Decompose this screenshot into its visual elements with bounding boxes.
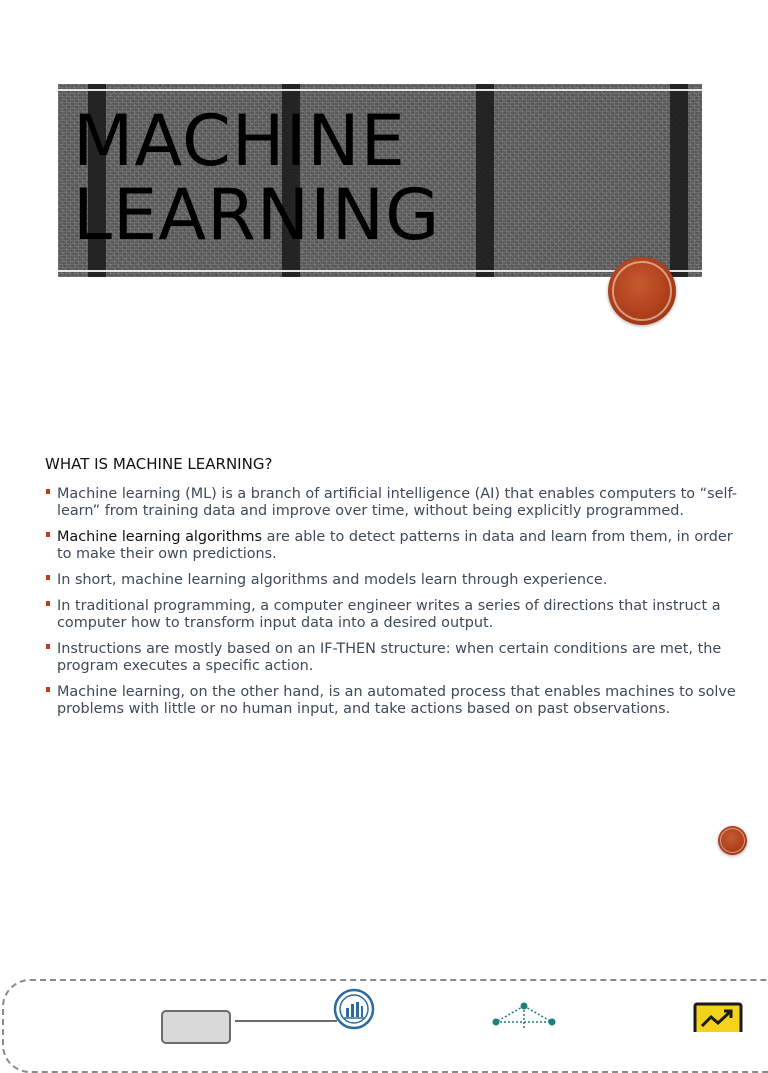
bullet-item xyxy=(45,572,745,589)
trend-up-icon xyxy=(693,1002,745,1032)
bullet-text: Instructions are mostly based on an IF-THEN structure: when certain conditions are met, the program executes a specific action. xyxy=(57,641,722,674)
bullet-text: Machine learning (ML) is a branch of artificial intelligence (AI) that enables computers to “self-learn” from training data and improve over time, without being explicitly programmed. xyxy=(57,486,737,519)
decorative-orb-icon xyxy=(608,257,676,325)
slide-title-line1: MACHINE xyxy=(73,100,406,182)
decorative-orb-small-icon xyxy=(718,826,747,855)
network-icon xyxy=(488,1000,560,1030)
bullet-text: In traditional programming, a computer engineer writes a series of directions that instruct a computer how to transform input data into a desired output. xyxy=(57,598,721,631)
bullet-marker-icon xyxy=(46,687,50,692)
bullet-marker-icon xyxy=(46,489,50,494)
diagram-frame xyxy=(2,979,768,1073)
bullet-item xyxy=(45,486,745,520)
bullet-marker-icon xyxy=(46,575,50,580)
bullet-list xyxy=(45,486,745,727)
slide-title-line2: LEARNING xyxy=(73,174,441,256)
slide-title xyxy=(73,100,441,256)
bullet-highlight: Machine learning algorithms xyxy=(57,529,263,545)
bullet-marker-icon xyxy=(46,532,50,537)
section-heading: WHAT IS MACHINE LEARNING? xyxy=(45,455,273,473)
bullet-marker-icon xyxy=(46,601,50,606)
diagram-connector xyxy=(235,1020,337,1022)
bullet-item xyxy=(45,529,745,563)
bullet-item xyxy=(45,641,745,675)
banner-bottom-edge xyxy=(58,270,702,272)
bullet-item xyxy=(45,684,745,718)
diagram-box xyxy=(161,1010,231,1044)
bullet-text: In short, machine learning algorithms and models learn through experience. xyxy=(57,572,608,588)
bullet-item xyxy=(45,598,745,632)
banner-top-edge xyxy=(58,89,702,91)
bullet-text: Machine learning, on the other hand, is an automated process that enables machines to solve problems with little or no human input, and take actions based on past observations. xyxy=(57,684,736,717)
bullet-text: are able to detect patterns in data and learn from them, in order to make their own predictions. xyxy=(57,529,733,562)
bullet-marker-icon xyxy=(46,644,50,649)
